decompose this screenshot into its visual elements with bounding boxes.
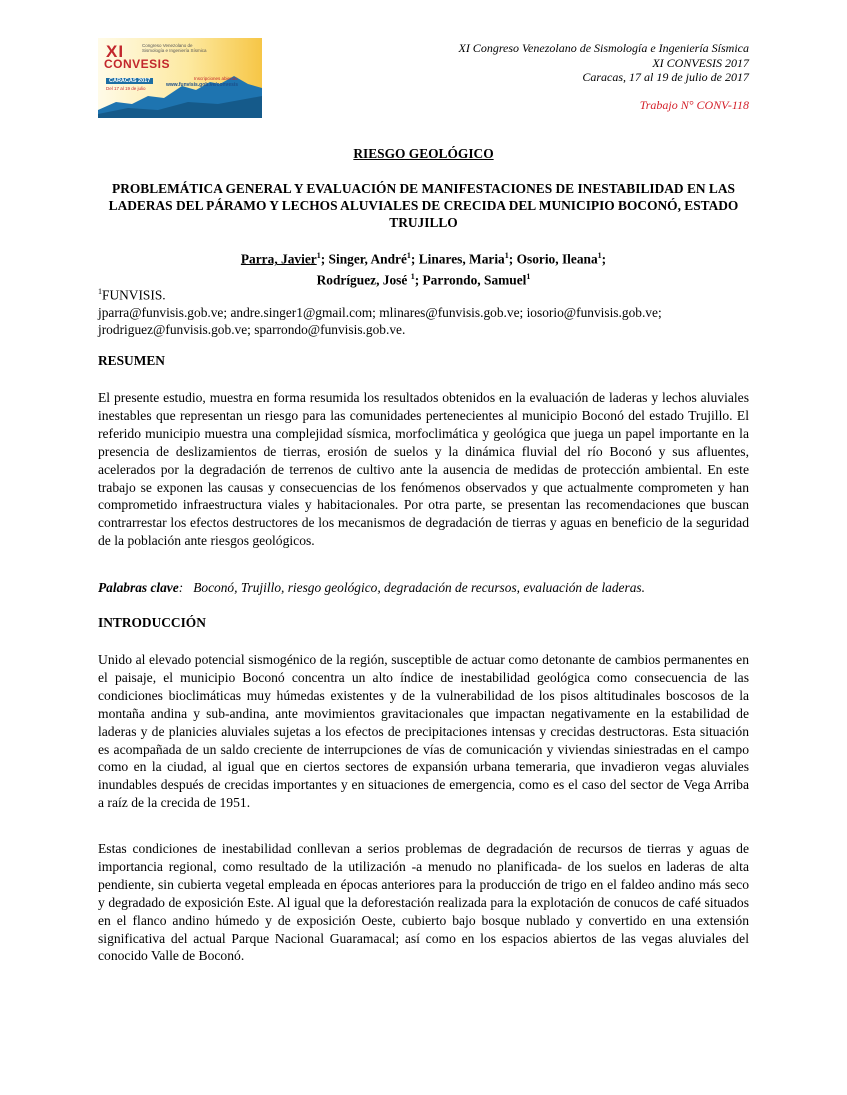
conference-place-date: Caracas, 17 al 19 de julio de 2017 [582, 70, 749, 84]
logo-registration: Inscripciones abiertas [194, 76, 238, 81]
paper-id: Trabajo N° CONV-118 [639, 97, 749, 112]
conference-name: XI Congreso Venezolano de Sismología e Ingeniería Sísmica [458, 41, 749, 55]
conference-logo [98, 38, 262, 118]
keywords [98, 580, 749, 596]
intro-heading: INTRODUCCIÓN [98, 615, 206, 630]
conference-header [458, 41, 749, 112]
author-name: Rodríguez, José [316, 272, 411, 288]
conference-edition: XI CONVESIS 2017 [652, 55, 749, 70]
intro-paragraph: Estas condiciones de inestabilidad conllevan a serios problemas de degradación de recursos de tierras y aguas de importancia regional, como resultado de la utilización -a menudo no planificada- de los suelos en laderas de alta pendiente, sin cubierta vegetal empleada en épocas anteriores para la producción de trigo en el faldeo andino más seco y degradado de exposición Este. Al igual que la deforestación realizada para la explotación de conucos de café situados en el flanco andino húmedo y de exposición Oeste, cubierto bajo bosque nublado y convertido en una extensión significativa del actual Parque Nacional Guaramacal; así como en los espacios abiertos de las vegas aluviales del conocido Valle de Boconó. [98, 841, 749, 964]
paper-title: PROBLEMÁTICA GENERAL Y EVALUACIÓN DE MANIFESTACIONES DE INESTABILIDAD EN LAS LADERAS DEL PÁRAMO Y LECHOS ALUVIALES DE CRECIDA DEL MUNICIPIO BOCONÓ, ESTADO TRUJILLO [108, 181, 739, 230]
logo-city: CARACAS 2017 [106, 78, 153, 84]
affiliation-mark: 1 [410, 272, 415, 282]
author-name: ; Parrondo, Samuel [414, 272, 527, 288]
logo-dates: Del 17 al 19 de julio [106, 86, 146, 91]
affiliation-mark: 1 [98, 287, 102, 296]
keywords-label: Palabras clave [98, 580, 179, 595]
author-separator: ; [601, 251, 607, 267]
author-name: ; Singer, André [320, 251, 407, 267]
keywords-text: Boconó, Trujillo, riesgo geológico, degradación de recursos, evaluación de laderas. [193, 580, 645, 595]
affiliation-name: FUNVISIS. [102, 287, 166, 303]
resumen-paragraph: El presente estudio, muestra en forma resumida los resultados obtenidos en la evaluación de laderas y lechos aluviales inestables que representan un riesgo para las comunidades pertenecientes al municipio Boconó del estado Trujillo. El referido municipio muestra una complejidad sísmica, morfoclimática y geológica que juega un papel importante en la presencia de deslizamientos de tierras, erosión de suelos y la dinámica fluvial del río Boconó y sus afluentes, acelerados por la degradación de terrenos de cultivo ante la ausencia de medidas de protección ambiental. En este trabajo se exponen las causas y consecuencias de los fenómenos observados y que actualmente comprometen y han comprometido infraestructura viales y habitacionales. Por otra parte, se presentan las recomendaciones que buscan contrarrestar los efectos destructores de los mecanismos de degradación de tierras y aguas en beneficio de la seguridad de la población ante riesgos geológicos. [98, 390, 749, 549]
logo-roman-numeral: XI [106, 42, 125, 61]
keywords-separator: : [178, 580, 184, 595]
author-name: ; Linares, Maria [410, 251, 505, 267]
author-emails: jparra@funvisis.gob.ve; andre.singer1@gmail.com; mlinares@funvisis.gob.ve; iosorio@funvisis.gob.ve; [98, 304, 662, 320]
logo-name: CONVESIS [104, 57, 171, 71]
intro-paragraph: Unido al elevado potencial sismogénico de la región, susceptible de actuar como detonante de cambios permanentes en el paisaje, el municipio Boconó concentra un alto índice de inestabilidad geológica como consecuencia de las condiciones bioclimáticas muy húmedas existentes y de la vulnerabilidad de los pisos altitudinales boscosos de la montaña andina y sub-andina, ante movimientos gravitacionales que impactan negativamente en la estabilidad de laderas y de planicies aluviales sujetas a los efectos de precipitaciones intensas y crecidas destructoras. Esta situación es acompañada de un saldo creciente de interrupciones de vías de comunicación y viviendas siniestradas en el campo como en la ciudad, al igual que en ciertos sectores de expansión urbana temeraria, que invadieron vegas aluviales inundables después de crecidas importantes y en situaciones de emergencia, como es el caso del sector de Vega Arriba a raíz de la crecida de 1951. [98, 652, 749, 811]
affiliation-block [98, 283, 749, 339]
affiliation-mark: 1 [316, 251, 321, 260]
section-title: RIESGO GEOLÓGICO [353, 146, 494, 161]
logo-subtitle: Congreso Venezolano de Sismología e Ingeniería Sísmica [142, 43, 207, 53]
logo-website: www.funvisis.gob.ve/convesis [166, 82, 239, 88]
resumen-heading: RESUMEN [98, 353, 165, 368]
affiliation-mark: 1 [597, 251, 602, 260]
affiliation-mark: 1 [406, 251, 411, 260]
author-name: ; Osorio, Ileana [508, 251, 598, 267]
affiliation-mark: 1 [504, 251, 509, 260]
author-emails: jrodriguez@funvisis.gob.ve; sparrondo@funvisis.gob.ve. [98, 322, 406, 338]
author-name: Parra, Javier [240, 251, 317, 267]
affiliation-mark: 1 [526, 272, 531, 282]
